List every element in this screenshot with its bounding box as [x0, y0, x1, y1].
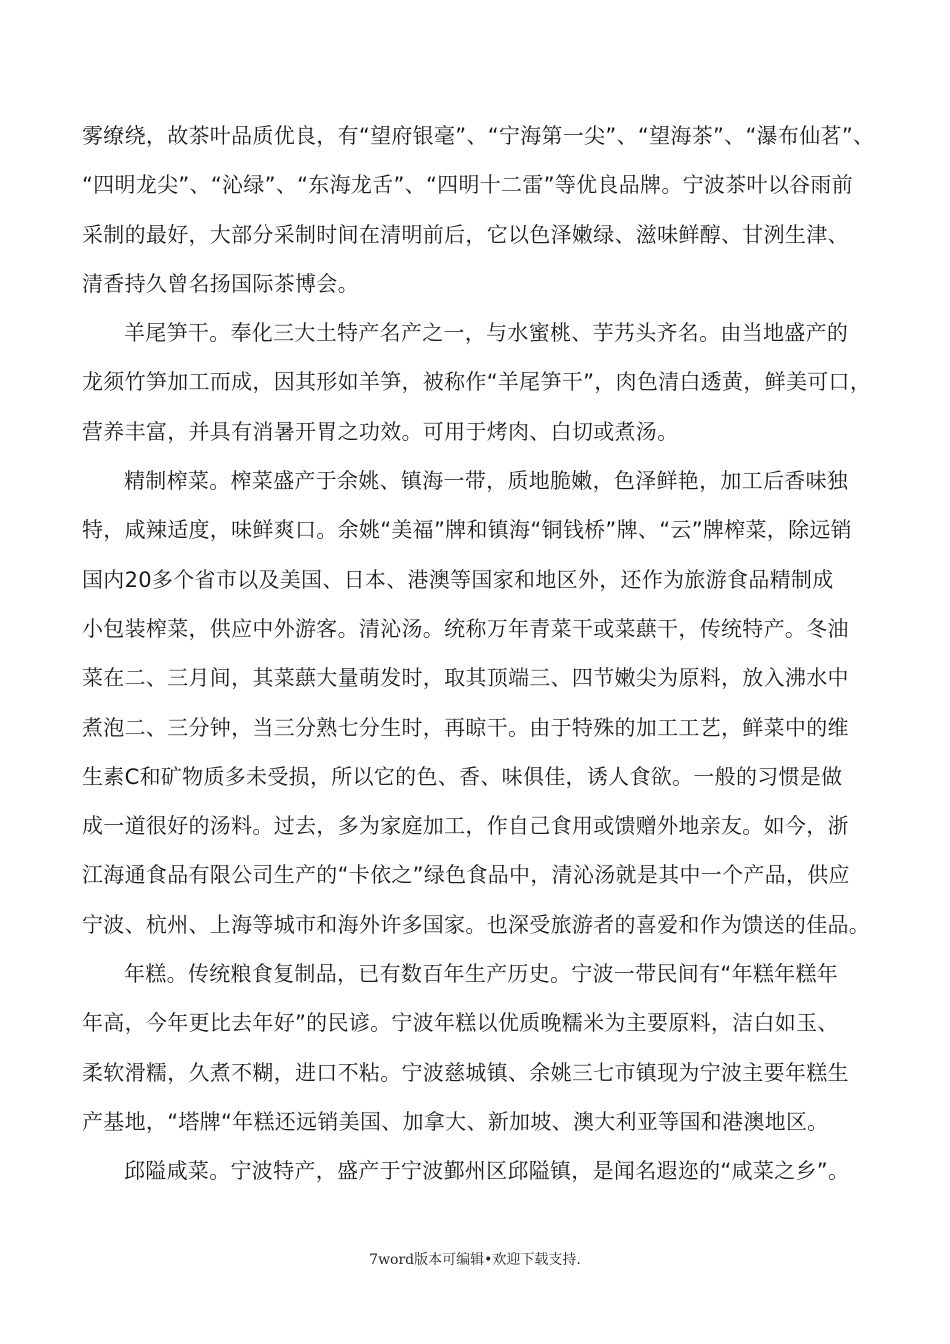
text-line: 江海通食品有限公司生产的“卡依之”绿色食品中，清沁汤就是其中一个产品，供应 [82, 863, 850, 888]
text-line: 产基地，“塔牌“年糕还远销美国、加拿大、新加坡、澳大利亚等国和港澳地区。 [82, 1109, 829, 1134]
text-line: 菜在二、三月间，其菜蕻大量萌发时，取其顶端三、四节嫩尖为原料，放入沸水中 [82, 666, 849, 691]
text-line: 国内20多个省市以及美国、日本、港澳等国家和地区外，还作为旅游食品精制成 [82, 567, 834, 592]
text-line: 年高，今年更比去年好”的民谚。宁波年糕以优质晚糯米为主要原料，洁白如玉、 [82, 1011, 839, 1036]
paragraph-start-line: 邱隘咸菜。宁波特产，盛产于宁波鄞州区邱隘镇，是闻名遐迩的“咸菜之乡”。 [124, 1159, 850, 1184]
text-line: 龙须竹笋加工而成，因其形如羊笋，被称作“羊尾笋干”，肉色清白透黄，鲜美可口， [82, 370, 872, 395]
text-line: 成一道很好的汤料。过去，多为家庭加工，作自己食用或馈赠外地亲友。如今，浙 [82, 814, 849, 839]
paragraph-start-line: 羊尾笋干。奉化三大土特产名产之一，与水蜜桃、芋艿头齐名。由当地盛产的 [124, 321, 849, 346]
paragraph-start-line: 年糕。传统粮食复制品，已有数百年生产历史。宁波一带民间有“年糕年糕年 [124, 962, 839, 987]
text-line: 采制的最好，大部分采制时间在清明前后，它以色泽嫩绿、滋味鲜醇、甘洌生津、 [82, 222, 849, 247]
page-footer: 7word版本可编辑•欢迎下载支持. [369, 1252, 581, 1268]
text-line: 柔软滑糯，久煮不糊，进口不粘。宁波慈城镇、余姚三七市镇现为宁波主要年糕生 [82, 1060, 849, 1085]
text-line: “四明龙尖”、“沁绿”、“东海龙舌”、“四明十二雷”等优良品牌。宁波茶叶以谷雨前 [82, 173, 854, 198]
text-line: 清香持久曾名扬国际茶博会。 [82, 271, 359, 296]
text-line: 生素C和矿物质多未受损，所以它的色、香、味俱佳，诱人食欲。一般的习惯是做 [82, 764, 843, 789]
text-line: 宁波、杭州、上海等城市和海外许多国家。也深受旅游者的喜爱和作为馈送的佳品。 [82, 912, 871, 937]
text-line: 小包装榨菜，供应中外游客。清沁汤。统称万年青菜干或菜蕻干，传统特产。冬油 [82, 616, 849, 641]
document-body [82, 112, 892, 1197]
text-line: 营养丰富，并具有消暑开胃之功效。可用于烤肉、白切或煮汤。 [82, 419, 679, 444]
paragraph-start-line: 精制榨菜。榨菜盛产于余姚、镇海一带，质地脆嫩，色泽鲜艳，加工后香味独 [124, 469, 849, 494]
text-line: 雾缭绕，故茶叶品质优良，有“望府银毫”、“宁海第一尖”、“望海茶”、“瀑布仙茗”、 [82, 124, 875, 148]
text-line: 煮泡二、三分钟，当三分熟七分生时，再晾干。由于特殊的加工工艺，鲜菜中的维 [82, 715, 849, 740]
text-line: 特，咸辣适度，味鲜爽口。余姚“美福”牌和镇海“铜钱桥”牌、“云”牌榨菜，除远销 [82, 518, 852, 543]
